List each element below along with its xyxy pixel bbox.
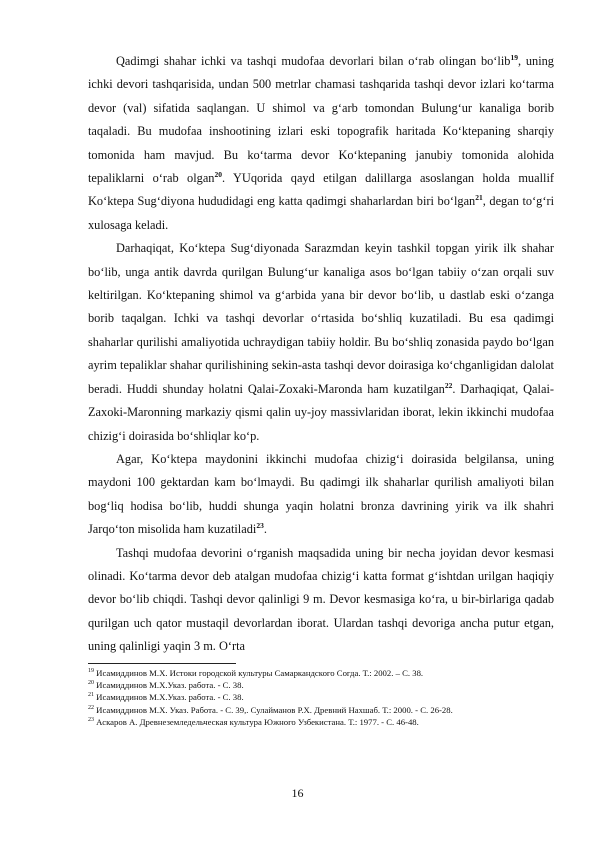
paragraph-text: Darhaqiqat, Ko‘ktepa Sug‘diyonada Sarazmdan keyin tashkil topgan yirik ilk shahar bo‘lib, unga antik davrda qurilgan Bulung‘ur kanaliga asos bo‘lgan tabiiy o‘zan orqali suv keltirilgan. Ko‘ktepaning shimol va g‘arbida yana bir devor bo‘lib, u dastlab eski o‘zanga borib taqalgan. Ichki va tashqi devorlar o‘rtasida bo‘shliq kuzatiladi. Bu esa qadimgi shaharlar qurilishi amaliyotida uchraydigan tabiiy holdir. Bu bo‘shliq zonasida paydo bo‘lgan ayrim tepaliklar shahar qurilishining sekin-asta tashqi devor doirasiga ko‘chganligidan dalolat beradi. Huddi shunday holatni Qalai-Zoxaki-Maronda ham kuzatilgan — [88, 241, 554, 396]
footnote-number: 21 — [88, 692, 94, 699]
paragraph-text: . — [263, 522, 267, 537]
paragraph-text: Qadimgi shahar ichki va tashqi mudofaa devorlari bilan o‘rab olingan bo‘lib — [116, 54, 511, 68]
footnote-ref-19[interactable]: 19 — [510, 52, 518, 62]
document-page — [88, 50, 554, 729]
paragraph-text: . Darhaqiqat, Qalai-Zaxoki-Maronning markaziy qismi qalin uy-joy massivlaridan iborat, lekin ikkinchi mudofaa chizig‘i doirasida bo‘shliqlar ko‘p. — [88, 381, 554, 443]
footnote-ref-22[interactable]: 22 — [444, 380, 453, 390]
paragraph-text: Tashqi mudofaa devorini o‘rganish maqsadida uning bir necha joyidan devor kesmasi olinadi. Ko‘tarma devor deb atalgan mudofaa chizig‘i katta format g‘ishtdan urilgan haqiqiy devor bo‘lib chiqdi. Tashqi devor qalinligi 9 m. Devor kesmasiga ko‘ra, u bir-birlariga qadab qurilgan uch qator mustaqil devorlardan iborat. Ulardan tashqi devoriga ancha putur etgan, uning qalinligi yaqin 3 m. O‘rta — [88, 545, 554, 654]
footnote-20 — [88, 679, 554, 691]
footnote-19 — [88, 667, 554, 679]
footnote-ref-23[interactable]: 23 — [256, 521, 264, 531]
paragraph-2 — [88, 237, 554, 448]
footnote-text: Аскаров А. Древнеземледельческая культура Южного Узбекистана. Т.: 1977. - С. 46-48. — [94, 717, 419, 728]
footnote-number: 22 — [88, 704, 94, 711]
page-number: 16 — [291, 786, 304, 800]
footnote-text: Исамиддинов М.Х. Истоки городской культуры Самаркандского Согда. Т.: 2002. – С. 38. — [94, 667, 424, 678]
paragraph-text: , degan to‘g‘ri xulosaga keladi. — [88, 194, 554, 232]
paragraph-3 — [88, 448, 554, 542]
footnote-22 — [88, 704, 554, 716]
footnote-separator — [88, 663, 236, 664]
footnote-text: Исамиддинов М.Х. Указ. Работа. - С. 39,. Сулайманов Р.Х. Древний Нахшаб. Т.: 2000. - С. 26-28. — [94, 704, 453, 715]
footnote-number: 20 — [88, 680, 94, 687]
footnote-23 — [88, 716, 554, 728]
footnote-ref-21[interactable]: 21 — [475, 193, 483, 203]
footnote-number: 19 — [88, 667, 94, 674]
footnote-number: 23 — [88, 717, 94, 724]
paragraph-text: , uning ichki devori tashqarisida, undan 500 metrlar chamasi tashqarida tashqi devor izlari ko‘tarma devor (val) sifatida saqlangan. U shimol va g‘arb tomondan Bulung‘ur kanaliga borib taqaladi. Bu mudofaa inshootining izlari eski topografik haritada Ko‘ktepaning sharqiy tomonida ham mavjud. Bu ko‘tarma devor Ko‘ktepaning janubiy tomonida alohida tepaliklarni o‘rab olgan — [88, 54, 554, 186]
paragraph-text: . YUqorida qayd etilgan dalillarga asoslangan holda muallif Ko‘ktepa Sug‘diyona hududidagi eng katta qadimgi shaharlardan biri bo‘lgan — [88, 171, 554, 209]
paragraph-1 — [88, 50, 554, 237]
paragraph-text: Agar, Ko‘ktepa maydonini ikkinchi mudofaa chizig‘i doirasida belgilansa, uning maydoni 100 gektardan kam bo‘lmaydi. Bu qadimgi ilk shaharlar qurilish amaliyoti bilan bog‘liq hodisa bo‘lib, huddi shunga yaqin holatni bronza davrining yirik va ilk shahri Jarqo‘ton misolida ham kuzatiladi — [88, 451, 554, 537]
footnote-21 — [88, 691, 554, 703]
footnotes — [88, 667, 554, 729]
footnote-text: Исамиддинов М.Х.Указ. работа. - С. 38. — [94, 679, 244, 690]
paragraph-4 — [88, 542, 554, 659]
footnote-ref-20[interactable]: 20 — [214, 169, 222, 179]
footnote-text: Исамиддинов М.Х.Указ. работа. - С. 38. — [94, 692, 244, 703]
